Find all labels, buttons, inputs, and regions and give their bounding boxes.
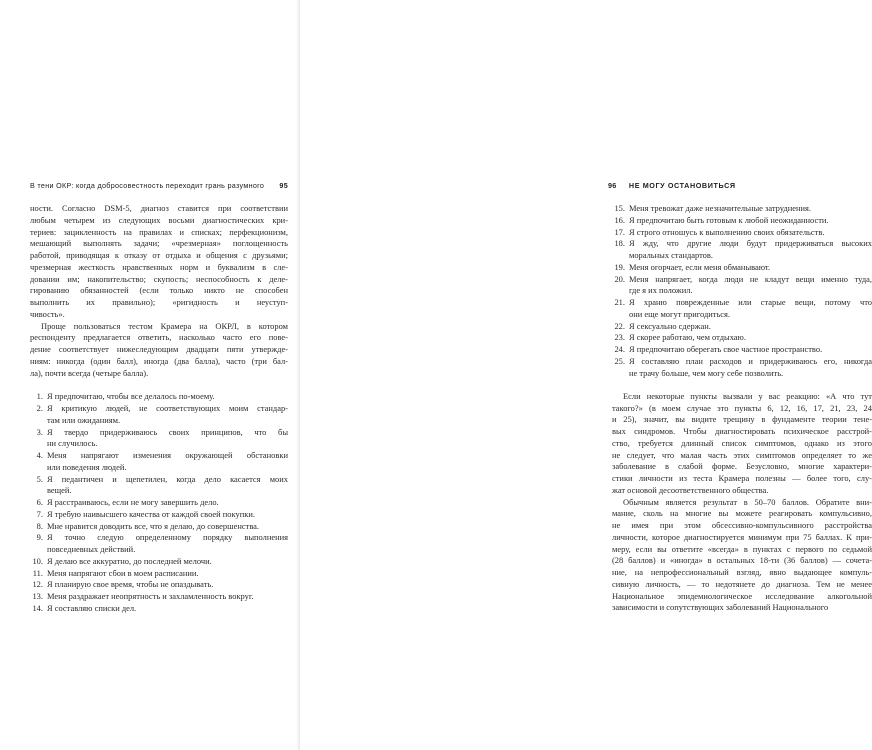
text-line: мешающий выполнять задачи; «чрезмерная» поглощенность [30, 238, 288, 249]
list-item [30, 521, 288, 533]
text-line: териев: зацикленность на правилах и списках; перфекционизм, [30, 226, 288, 237]
list-item-text [47, 450, 288, 474]
text-line: сивную личность, — то недотянете до диагноза. Тем не менее [612, 578, 872, 589]
list-item [30, 509, 288, 521]
text-line: Я предпочитаю, чтобы все делалось по-моему. [47, 391, 215, 402]
list-item-text [47, 403, 288, 427]
running-head-left [30, 181, 288, 190]
text-line: Меня тревожат даже незначительные затруднения. [629, 203, 812, 213]
text-line: вещей. [47, 485, 72, 496]
text-line: ние, на непрофессиональный взгляд, явно выдающее компуль- [612, 567, 872, 577]
list-item-text [629, 297, 872, 321]
text-line: жат основой десоответственного общества. [612, 484, 769, 495]
list-item-text [47, 497, 288, 509]
text-line: Я строго отношусь к выполнению своих обязательств. [629, 226, 825, 237]
list-item-number: 16. [614, 214, 625, 225]
text-line: Я планирую свое время, чтобы не опаздывать. [47, 579, 214, 590]
list-item-number: 12. [32, 579, 43, 590]
left-page [0, 0, 300, 750]
list-item [612, 321, 872, 333]
list-item-text [47, 591, 288, 603]
text-line: чивость». [30, 308, 65, 319]
text-line: Национальное эпидемиологическое исследование алкогольной [612, 590, 872, 601]
text-line: Если некоторые пункты вызвали у вас реакцию: «А что тут [623, 390, 872, 401]
list-item-number: 11. [32, 567, 43, 578]
list-item [612, 262, 872, 274]
text-line: ниям: никогда (один балл), иногда (два балла), часто (три бал- [30, 355, 288, 366]
list-item-text [47, 579, 288, 591]
text-line: любым четырем из следующих восьми диагностических кри- [30, 214, 288, 225]
text-line: моральных стандартов. [629, 250, 713, 260]
text-line: Я педантичен и щепетилен, когда дело касается моих [47, 473, 288, 484]
list-item-number: 15. [614, 203, 625, 213]
list-item-number: 7. [36, 508, 43, 519]
text-line: зависимости и сопутствующих заболеваний Национального [612, 602, 829, 613]
list-item-text [47, 568, 288, 580]
text-line: гированию обязанностей (если только никто не способен [30, 285, 288, 296]
list-item-text [47, 427, 288, 451]
list-item-text [47, 521, 288, 533]
text-line: чрезмерная жесткость нравственных норм и буквализм в сле- [30, 261, 288, 272]
list-item [612, 203, 872, 215]
text-line: респонденту предлагается ответить, насколько часто его пове- [30, 332, 288, 343]
text-line: они еще могут пригодиться. [629, 308, 731, 319]
text-line: личности, которое диагностируется минимум при 75 баллах. К при- [612, 531, 872, 542]
list-item-number: 20. [614, 273, 625, 284]
text-line: (28 баллов) и «иногда» в остальных 18-ти (36 баллов) — сочета- [612, 555, 872, 566]
text-line: Я делаю все аккуратно, до последней мелочи. [47, 555, 212, 566]
list-item-text [629, 344, 872, 356]
text-line: повседневных действий. [47, 544, 136, 554]
list-item-number: 5. [36, 473, 43, 484]
list-item-number: 1. [36, 391, 43, 402]
text-line: Меня раздражает неопрятность и захламленность вокруг. [47, 591, 254, 601]
list-item [612, 274, 872, 298]
left-page-body [30, 203, 288, 615]
text-line: или поведения людей. [47, 461, 127, 472]
list-item [612, 356, 872, 380]
right-page [300, 0, 872, 750]
text-line: дение соответствует нижеследующим двадцати пяти утвержде- [30, 344, 288, 354]
paragraph [612, 391, 872, 497]
list-item-text [47, 509, 288, 521]
list-item [30, 579, 288, 591]
list-item-text [629, 215, 872, 227]
text-line: ности. Согласно DSM-5, диагноз ставится при соответствии [30, 203, 288, 213]
text-line: мание, сколь на многие вы можете реагировать компульсивно, [612, 508, 872, 519]
text-line: и 25), значит, вы видите трещину в фундаменте теории тене- [612, 414, 872, 425]
text-line: ла), почти всегда (четыре балла). [30, 367, 149, 378]
list-item [30, 568, 288, 580]
list-item-number: 19. [614, 261, 625, 272]
list-item [30, 450, 288, 474]
list-item-number: 21. [614, 297, 625, 307]
list-item-text [629, 238, 872, 262]
list-item [612, 344, 872, 356]
text-line: Мне нравится доводить все, что я делаю, до совершенства. [47, 520, 260, 531]
list-item [30, 403, 288, 427]
text-line: не следует, что малая часть этих симптомов определяет то же [612, 449, 872, 460]
text-line: Я составляю списки дел. [47, 602, 137, 613]
text-line: не имея при этом обсессивно-компульсивного расстройства [612, 520, 872, 530]
list-item-number: 23. [614, 332, 625, 343]
list-item [30, 497, 288, 509]
numbered-list [30, 391, 288, 614]
text-line: работой, приводящая к отказу от отдыха и общения с друзьями; [30, 250, 288, 260]
page-number: 96 [608, 181, 617, 190]
list-item [612, 332, 872, 344]
list-item-text [629, 321, 872, 333]
list-item [612, 238, 872, 262]
list-item-number: 25. [614, 355, 625, 366]
running-head-title: В тени ОКР: когда добросовестность переходит грань разумного [30, 181, 265, 190]
text-line: Обычным является результат в 50–70 баллов. Обратите вни- [623, 496, 872, 507]
running-head-title: НЕ МОГУ ОСТАНОВИТЬСЯ [628, 181, 736, 190]
text-line: Я скорее работаю, чем отдыхаю. [629, 332, 746, 343]
text-line: Я критикую людей, не соответствующих моим стандар- [47, 403, 288, 413]
list-item-number: 10. [32, 555, 43, 566]
list-item-text [629, 262, 872, 274]
list-item [30, 532, 288, 556]
list-item [30, 391, 288, 403]
list-item-number: 3. [36, 426, 43, 437]
list-item-number: 24. [614, 344, 625, 354]
list-item-text [47, 556, 288, 568]
text-line: Я сексуально сдержан. [629, 320, 711, 331]
text-line: Проще пользоваться тестом Крамера на ОКРЛ, в котором [41, 320, 288, 331]
list-item-text [47, 474, 288, 498]
list-item-number: 6. [36, 497, 43, 507]
list-item [30, 603, 288, 615]
list-item-text [629, 332, 872, 344]
list-item-text [629, 203, 872, 215]
text-line: там или ожиданиям. [47, 414, 121, 425]
text-line: Меня напрягают сбои в моем расписании. [47, 567, 199, 578]
list-item-text [47, 532, 288, 556]
text-line: Я храню поврежденные или старые вещи, потому что [629, 297, 872, 307]
list-item-number: 22. [614, 320, 625, 331]
text-line: ство, требуется длинный список симптомов, однако из этого [612, 437, 872, 448]
paragraph [30, 203, 288, 321]
paragraph [30, 321, 288, 380]
text-line: Меня огорчает, если меня обманывают. [629, 261, 771, 272]
text-line: довании им; накопительство; скупость; неспособность к деле- [30, 273, 288, 284]
text-line: меру, если вы ответите «всегда» в пунктах с первого по седьмой [612, 543, 872, 554]
text-line: Я предпочитаю оберегать свое частное пространство. [629, 344, 823, 354]
text-line: Я составляю план расходов и придерживаюсь его, никогда [629, 355, 872, 366]
text-line: Меня напрягает, когда люди не кладут вещи именно туда, [629, 273, 872, 284]
list-item-number: 8. [36, 520, 43, 531]
list-item-text [47, 603, 288, 615]
text-line: где я их положил. [629, 285, 693, 296]
text-line: Меня напрягают изменения окружающей обстановки [47, 450, 288, 460]
text-line: Я требую наивысшего качества от каждой своей покупки. [47, 508, 255, 519]
list-item [612, 297, 872, 321]
text-line: не трачу больше, чем могу себе позволить. [629, 367, 784, 378]
list-item [30, 474, 288, 498]
list-item-number: 18. [614, 238, 625, 249]
numbered-list [612, 203, 872, 379]
list-item-number: 14. [32, 602, 43, 613]
list-item [612, 227, 872, 239]
list-item-text [629, 274, 872, 298]
text-line: Я точно следую определенному порядку выполнения [47, 532, 288, 543]
text-line: Я расстраиваюсь, если не могу завершить дело. [47, 497, 219, 507]
running-head-right [608, 181, 736, 190]
text-line: заболевание в слабой форме. Безусловно, многие характери- [612, 461, 872, 472]
list-item-text [47, 391, 288, 403]
page-number: 95 [279, 181, 288, 190]
list-item [30, 591, 288, 603]
text-line: Я твердо придерживаюсь своих принципов, что бы [47, 426, 288, 437]
list-item-number: 13. [32, 591, 43, 601]
list-item-text [629, 227, 872, 239]
list-item-text [629, 356, 872, 380]
paragraph [612, 497, 872, 615]
right-page-body [612, 203, 872, 614]
list-item [30, 556, 288, 568]
list-item-number: 9. [36, 532, 43, 543]
list-item [30, 427, 288, 451]
text-line: Я предпочитаю быть готовым к любой неожиданности. [629, 214, 829, 225]
text-line: выполнить их правильно); «ригидность и неуступ- [30, 297, 288, 307]
text-line: вых синдромов. Чтобы диагностировать психическое расстрой- [612, 426, 872, 436]
list-item-number: 2. [36, 403, 43, 413]
list-item-number: 17. [614, 226, 625, 237]
text-line: Я жду, что другие люди будут придерживаться высоких [629, 238, 872, 249]
text-line: ни случилось. [47, 438, 98, 449]
text-line: стики личности из теста Крамера полезны — более того, слу- [612, 473, 872, 483]
text-line: такого?» (в моем случае это пункты 6, 12, 16, 17, 21, 23, 24 [612, 402, 872, 413]
list-item [612, 215, 872, 227]
list-item-number: 4. [36, 450, 43, 460]
